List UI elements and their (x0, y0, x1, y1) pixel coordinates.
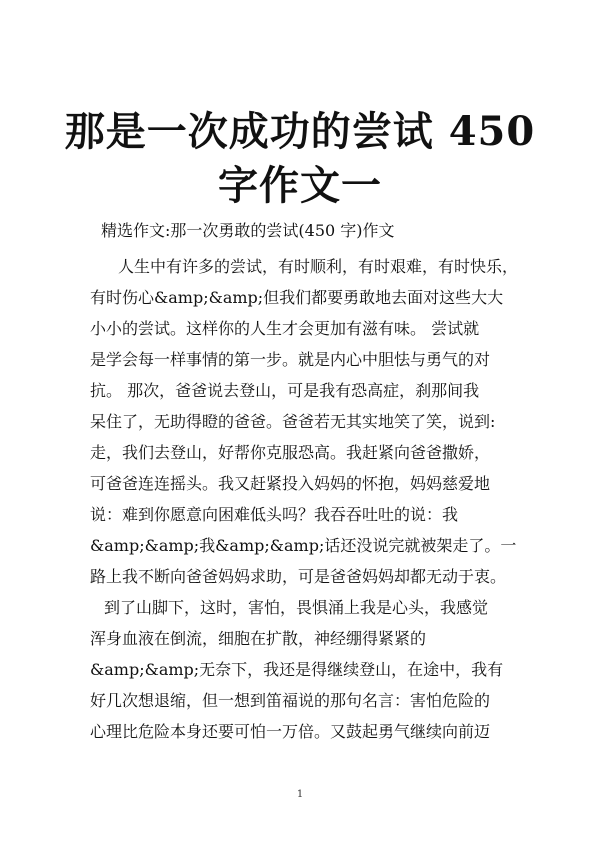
body-line: 人生中有许多的尝试，有时顺利，有时艰难，有时快乐， (118, 257, 519, 276)
body-line: 是学会每一样事情的第一步。就是内心中胆怯与勇气的对 (90, 350, 491, 369)
body-line: &amp;&amp;我&amp;&amp;话还没说完就被架走了。一 (90, 536, 517, 555)
page-title (60, 105, 540, 213)
body-line: 好几次想退缩，但一想到笛福说的那句名言：害怕危险的 (90, 691, 491, 710)
body-line: 抗。 那次，爸爸说去登山，可是我有恐高症，刹那间我 (90, 381, 480, 400)
page-number: 1 (296, 789, 304, 800)
body-line: 路上我不断向爸爸妈妈求助，可是爸爸妈妈却都无动于衷。 (90, 567, 507, 586)
body-line: 心理比危险本身还要可怕一万倍。又鼓起勇气继续向前迈 (90, 722, 491, 741)
body-line: 到了山脚下，这时，害怕，畏惧涌上我是心头，我感觉 (104, 598, 489, 617)
title-line: 字作文一 (218, 162, 382, 209)
body-line: 可爸爸连连摇头。我又赶紧投入妈妈的怀抱，妈妈慈爱地 (90, 474, 491, 493)
subtitle: 精选作文:那一次勇敢的尝试(450 字)作文 (101, 221, 395, 240)
body-line: 说：难到你愿意向困难低头吗？我吞吞吐吐的说：我 (90, 505, 459, 524)
body-line: &amp;&amp;无奈下，我还是得继续登山，在途中，我有 (90, 660, 504, 679)
body-line: 有时伤心&amp;&amp;但我们都要勇敢地去面对这些大大 (90, 288, 504, 307)
title-line: 那是一次成功的尝试 450 (64, 108, 536, 155)
body-line: 走，我们去登山，好帮你克服恐高。我赶紧向爸爸撒娇， (90, 443, 491, 462)
body-line: 浑身血液在倒流，细胞在扩散，神经绷得紧紧的 (90, 629, 427, 648)
body-text (90, 251, 530, 747)
body-line: 呆住了，无助得瞪的爸爸。爸爸若无其实地笑了笑，说到: (90, 412, 496, 431)
body-line: 小小的尝试。这样你的人生才会更加有滋有味。 尝试就 (90, 319, 480, 338)
